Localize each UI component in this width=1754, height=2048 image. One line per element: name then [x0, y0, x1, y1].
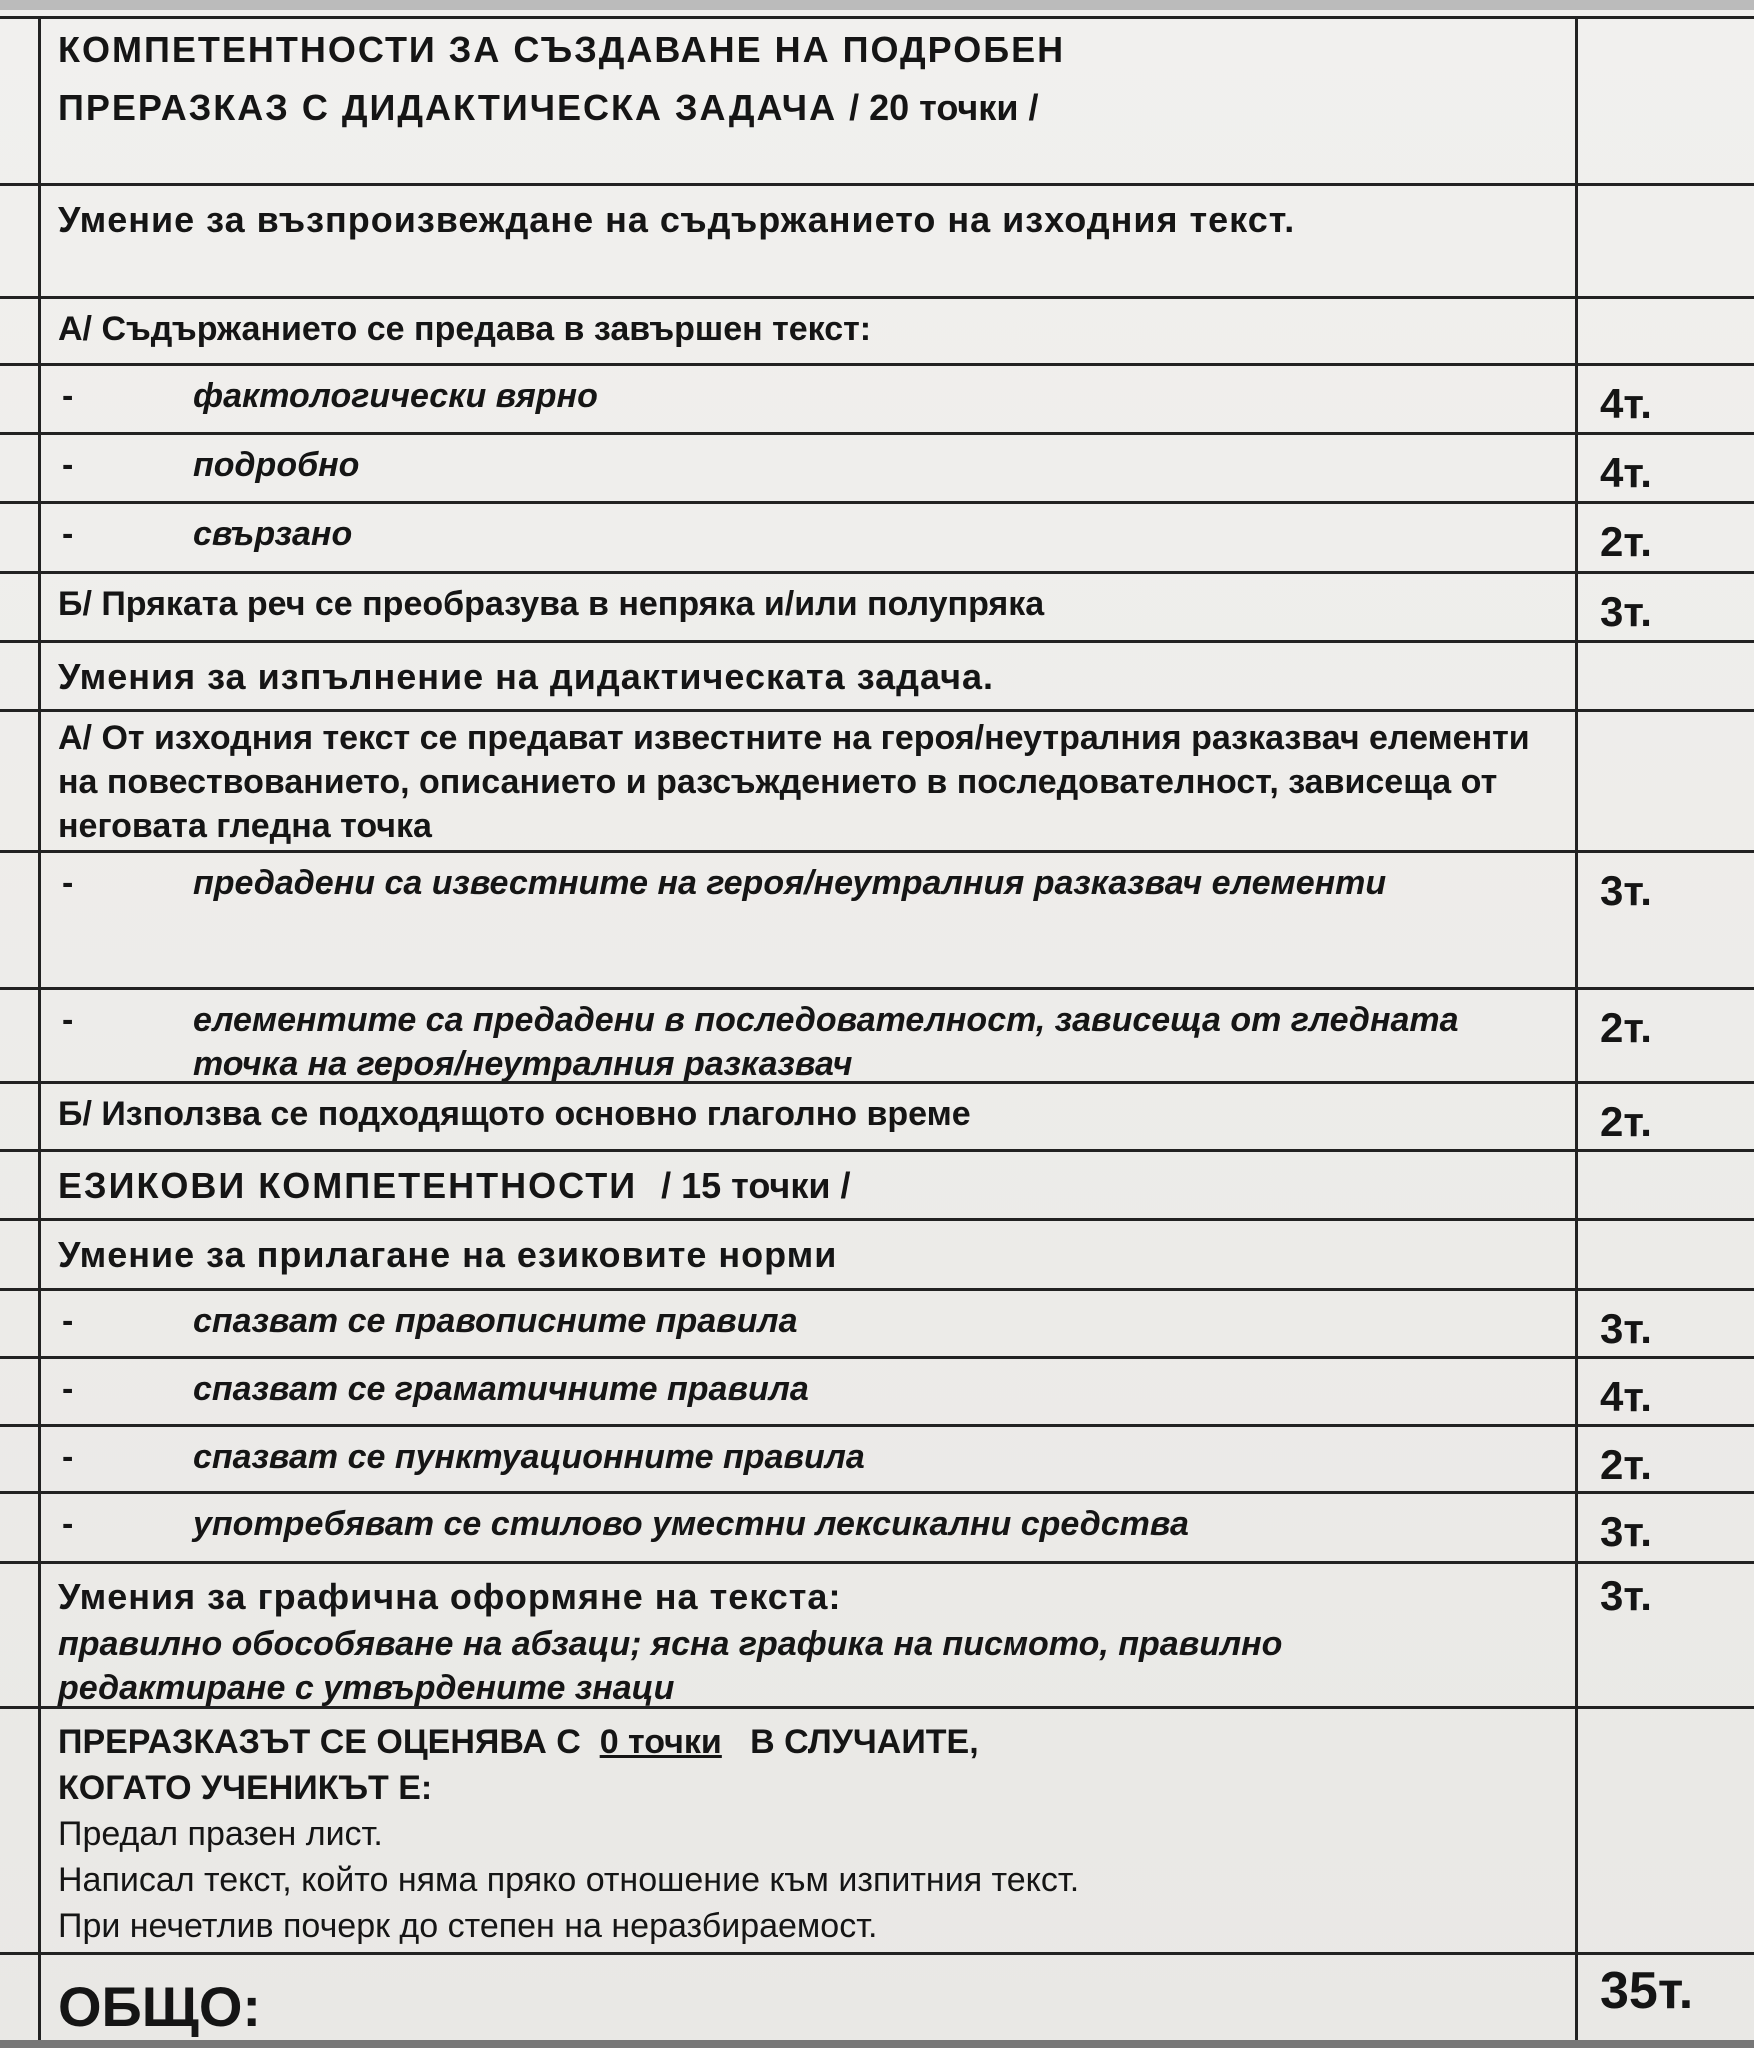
zero-points-row [0, 1706, 1754, 1952]
criterion-text: А/ От изходния текст се предават известните на героя/неутралния разказвач елементи на повествованието, описанието и разсъждението в последователност, зависеща от неговата гледна точка [58, 719, 1530, 845]
criterion-row [0, 1356, 1754, 1424]
bullet-dash: - [62, 864, 74, 902]
points-value: 2т. [1600, 1441, 1652, 1488]
criterion-text: фактологически вярно [193, 377, 598, 415]
criterion-text: спазват се граматичните правила [193, 1370, 809, 1408]
scan-edge [0, 2040, 1754, 2048]
bullet-dash: - [62, 1438, 74, 1476]
criterion-text: спазват се правописните правила [193, 1302, 798, 1340]
criterion-row [0, 296, 1754, 363]
section-heading: Умения за изпълнение на дидактическата задача. [58, 656, 995, 697]
criterion-row [0, 1288, 1754, 1356]
zero-case: Написал текст, който няма пряко отношение към изпитния текст. [58, 1861, 1080, 1899]
section-row [0, 1149, 1754, 1218]
scan-edge [0, 0, 1754, 10]
section-row [0, 1218, 1754, 1288]
zero-points: 0 точки [599, 1723, 722, 1761]
bullet-dash: - [62, 1302, 74, 1340]
title-points: / 20 точки / [849, 87, 1039, 128]
section-heading: ЕЗИКОВИ КОМПЕТЕНТНОСТИ [58, 1165, 638, 1206]
criterion-text: правилно обособяване на абзаци; ясна графика на писмото, правилно редактиране с утвърдените знаци [58, 1625, 1283, 1707]
criterion-text: спазват се пунктуационните правила [193, 1438, 865, 1476]
criterion-row [0, 709, 1754, 850]
section-points: / 15 точки / [661, 1165, 851, 1206]
zero-case: При нечетлив почерк до степен на неразбираемост. [58, 1907, 878, 1945]
bullet-dash: - [62, 1001, 74, 1039]
criterion-text: свързано [193, 515, 353, 553]
criterion-row [0, 1561, 1754, 1706]
section-heading: Умения за графична оформяне на текста: [58, 1576, 842, 1617]
points-value: 2т. [1600, 518, 1652, 565]
section-heading: Умение за прилагане на езиковите норми [58, 1234, 838, 1275]
criterion-text: елементите са предадени в последователност, зависеща от гледната точка на героя/неутралния разказвач [193, 1001, 1459, 1083]
criterion-row [0, 571, 1754, 640]
criterion-row [0, 432, 1754, 501]
points-value: 2т. [1600, 1004, 1652, 1051]
criterion-row [0, 850, 1754, 987]
zero-case: Предал празен лист. [58, 1815, 383, 1853]
points-value: 3т. [1600, 1508, 1652, 1555]
points-value: 2т. [1600, 1098, 1652, 1145]
zero-line-2: КОГАТО УЧЕНИКЪТ Е: [58, 1769, 433, 1807]
points-value: 3т. [1600, 1305, 1652, 1352]
zero-line-1-end: В СЛУЧАИТЕ, [750, 1723, 979, 1761]
total-row [0, 1952, 1754, 2044]
points-value: 3т. [1600, 588, 1652, 635]
criterion-row [0, 1081, 1754, 1149]
points-value: 3т. [1600, 1572, 1652, 1619]
points-value: 4т. [1600, 449, 1652, 496]
criterion-text: А/ Съдържанието се предава в завършен текст: [58, 310, 872, 348]
title-line-1: КОМПЕТЕНТНОСТИ ЗА СЪЗДАВАНЕ НА ПОДРОБЕН [58, 29, 1066, 70]
criterion-text: предадени са известните на героя/неутралния разказвач елементи [193, 864, 1387, 902]
title-row [0, 16, 1754, 183]
criterion-row [0, 1491, 1754, 1561]
bullet-dash: - [62, 446, 74, 484]
bullet-dash: - [62, 1505, 74, 1543]
bullet-dash: - [62, 1370, 74, 1408]
section-row [0, 183, 1754, 296]
criterion-row [0, 363, 1754, 432]
total-label: ОБЩО: [58, 1975, 262, 2038]
section-row [0, 640, 1754, 709]
bullet-dash: - [62, 515, 74, 553]
points-value: 3т. [1600, 867, 1652, 914]
criterion-text: подробно [193, 446, 360, 484]
criterion-text: употребяват се стилово уместни лексикални средства [193, 1505, 1189, 1543]
criterion-text: Б/ Използва се подходящото основно глаголно време [58, 1095, 971, 1133]
bullet-dash: - [62, 377, 74, 415]
section-heading: Умение за възпроизвеждане на съдържанието на изходния текст. [58, 199, 1296, 240]
zero-line-1: ПРЕРАЗКАЗЪТ СЕ ОЦЕНЯВА С [58, 1723, 581, 1761]
points-value: 4т. [1600, 380, 1652, 427]
points-value: 4т. [1600, 1373, 1652, 1420]
criterion-row [0, 1424, 1754, 1491]
title-line-2: ПРЕРАЗКАЗ С ДИДАКТИЧЕСКА ЗАДАЧА [58, 87, 838, 128]
criterion-row [0, 987, 1754, 1081]
criterion-row [0, 501, 1754, 571]
criterion-text: Б/ Пряката реч се преобразува в непряка и/или полупряка [58, 585, 1045, 623]
total-points: 35т. [1600, 1962, 1694, 2020]
